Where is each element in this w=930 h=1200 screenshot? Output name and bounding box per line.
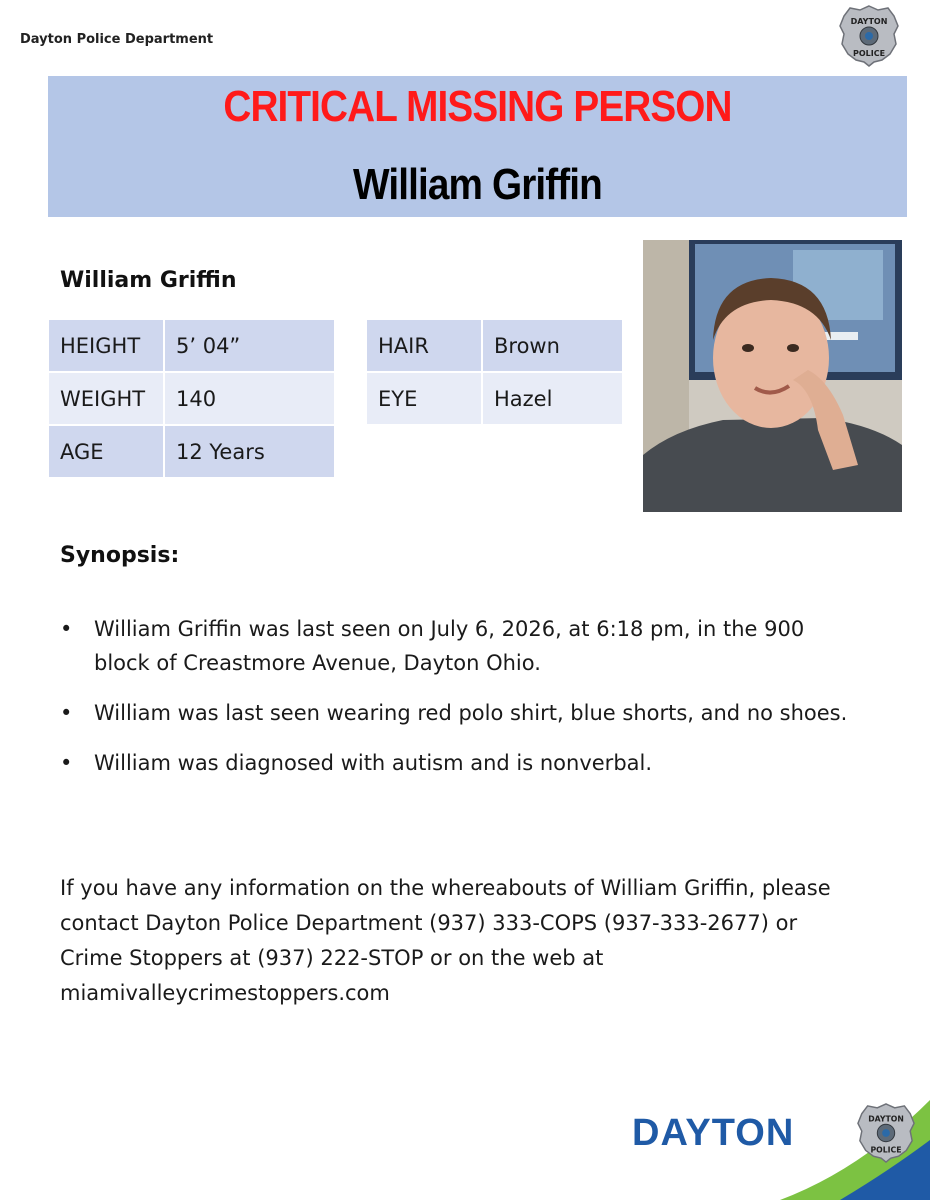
hair-value: Brown: [482, 319, 623, 372]
police-badge-icon: [856, 1100, 916, 1166]
contact-information: If you have any information on the whereabouts of William Griffin, please contact Dayton Police Department (937) 333-COPS (937-333-2677) or Crime Stoppers at (937) 222-STOP or on the web at miamivalleycrimestoppers.com: [60, 876, 831, 1005]
eye-value: Hazel: [482, 372, 623, 425]
list-item: [60, 746, 850, 780]
missing-person-photo: [643, 240, 902, 512]
badge-bottom-text: POLICE: [870, 1145, 902, 1155]
height-value: 5’ 04”: [164, 319, 335, 372]
synopsis-heading: Synopsis:: [60, 543, 180, 568]
list-item: [60, 612, 850, 680]
eye-label: EYE: [366, 372, 482, 425]
police-badge-icon: [838, 4, 900, 68]
alert-banner: [48, 76, 907, 217]
hair-label: HAIR: [366, 319, 482, 372]
appearance-details-table: [365, 318, 624, 426]
badge-bottom-text: POLICE: [852, 49, 886, 58]
weight-value: 140: [164, 372, 335, 425]
age-value: 12 Years: [164, 425, 335, 478]
dayton-wordmark: DAYTON: [632, 1112, 795, 1154]
bullet-dot-icon: •: [60, 617, 73, 641]
height-label: HEIGHT: [48, 319, 164, 372]
weight-label: WEIGHT: [48, 372, 164, 425]
synopsis-text: William was diagnosed with autism and is nonverbal.: [94, 751, 653, 775]
badge-top-text: DAYTON: [850, 17, 888, 26]
table-row: [48, 372, 335, 425]
person-name: William Griffin: [60, 268, 237, 293]
badge-top-text: DAYTON: [868, 1114, 904, 1124]
physical-details-table: [47, 318, 336, 479]
department-name: Dayton Police Department: [20, 32, 214, 47]
bullet-dot-icon: •: [60, 701, 73, 725]
table-row: [366, 372, 623, 425]
synopsis-list: [60, 612, 850, 796]
bullet-dot-icon: •: [60, 751, 73, 775]
synopsis-text: William was last seen wearing red polo shirt, blue shorts, and no shoes.: [94, 701, 848, 725]
missing-person-name-heading: William Griffin: [353, 160, 602, 209]
table-row: [366, 319, 623, 372]
table-row: [48, 425, 335, 478]
synopsis-text: William Griffin was last seen on July 6, 2026, at 6:18 pm, in the 900 block of Creastmore Avenue, Dayton Ohio.: [94, 617, 805, 675]
table-row: [48, 319, 335, 372]
age-label: AGE: [48, 425, 164, 478]
list-item: [60, 696, 850, 730]
alert-title: CRITICAL MISSING PERSON: [223, 82, 732, 131]
